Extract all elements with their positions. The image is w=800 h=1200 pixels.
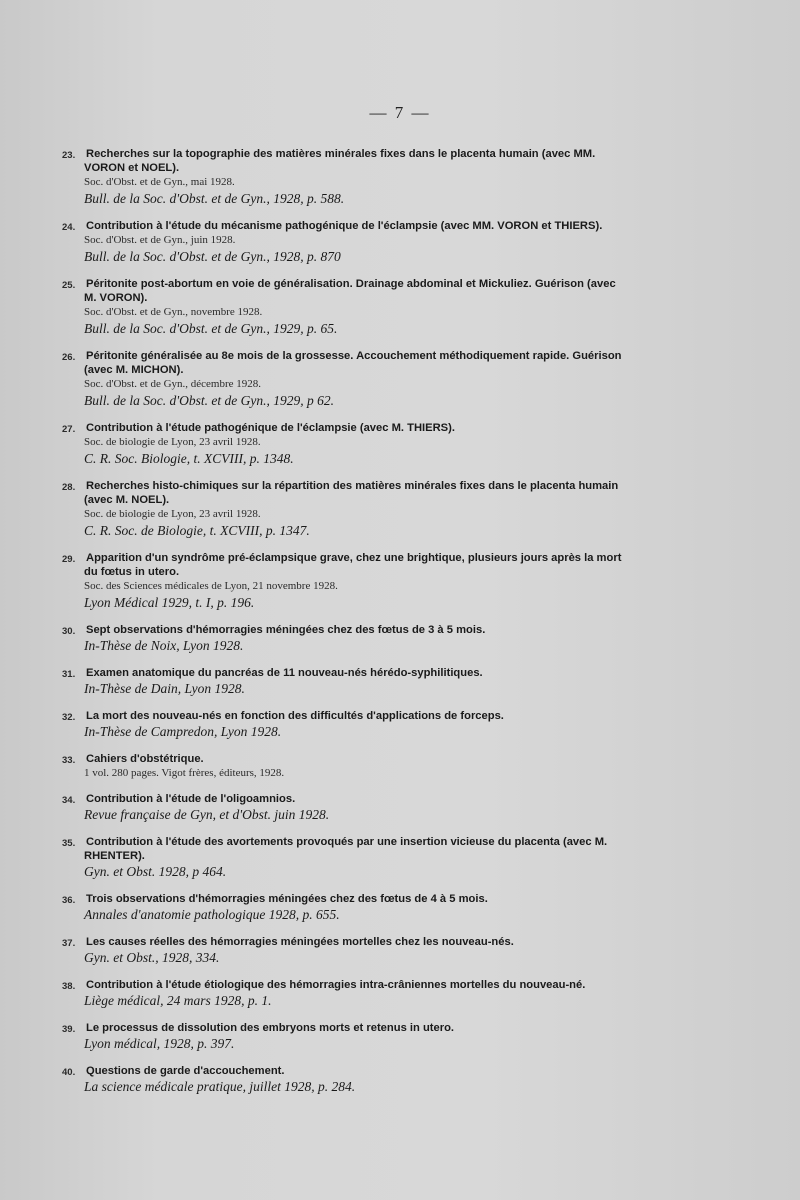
entry-reference: Bull. de la Soc. d'Obst. et de Gyn., 1928, p. 870 <box>84 249 341 264</box>
entry-number: 26. <box>62 352 76 363</box>
entry-number: 37. <box>62 938 76 949</box>
entry-number: 36. <box>62 895 76 906</box>
entry-title: Recherches sur la topographie des matières minérales fixes dans le placenta humain (avec MM. <box>86 148 596 160</box>
entry-title-continuation: M. VORON). <box>84 292 148 304</box>
page-number: — 7 — <box>369 103 431 122</box>
entry-reference: Lyon Médical 1929, t. I, p. 196. <box>84 595 255 610</box>
entry-reference: Annales d'anatomie pathologique 1928, p. 655. <box>84 907 340 922</box>
entry-number: 27. <box>62 424 76 435</box>
entry-number: 34. <box>62 795 76 806</box>
entry-reference: Liège médical, 24 mars 1928, p. 1. <box>84 993 272 1008</box>
bibliography-entry <box>62 623 772 655</box>
bibliography-entry <box>62 219 772 266</box>
entry-venue: Soc. d'Obst. et de Gyn., mai 1928. <box>84 176 235 188</box>
entry-venue: Soc. de biologie de Lyon, 23 avril 1928. <box>84 508 261 520</box>
bibliography-entry <box>62 147 772 208</box>
bibliography-entry <box>62 752 772 781</box>
entry-venue: Soc. des Sciences médicales de Lyon, 21 novembre 1928. <box>84 580 338 592</box>
bibliography-entry <box>62 792 772 824</box>
entry-reference: Bull. de la Soc. d'Obst. et de Gyn., 1929, p. 65. <box>84 321 338 336</box>
entry-reference: C. R. Soc. Biologie, t. XCVIII, p. 1348. <box>84 451 294 466</box>
entry-number: 38. <box>62 981 76 992</box>
bibliography-entry <box>62 935 772 967</box>
entry-title-continuation: du fœtus in utero. <box>84 566 180 578</box>
bibliography-entry <box>62 835 772 881</box>
entry-reference: C. R. Soc. de Biologie, t. XCVIII, p. 1347. <box>84 523 310 538</box>
bibliography-entry <box>62 666 772 698</box>
entry-reference: In-Thèse de Dain, Lyon 1928. <box>84 681 245 696</box>
entry-reference: La science médicale pratique, juillet 1928, p. 284. <box>84 1079 356 1094</box>
entry-title: Apparition d'un syndrôme pré-éclampsique grave, chez une brightique, plusieurs jours après la mort <box>86 552 622 564</box>
entry-title-continuation: VORON et NOEL). <box>84 162 180 174</box>
entry-title-continuation: RHENTER). <box>84 850 145 862</box>
bibliography-entry <box>62 978 772 1010</box>
entry-venue: 1 vol. 280 pages. Vigot frères, éditeurs, 1928. <box>84 767 285 779</box>
entry-number: 23. <box>62 150 76 161</box>
entry-number: 33. <box>62 755 76 766</box>
entry-number: 28. <box>62 482 76 493</box>
entry-number: 29. <box>62 554 76 565</box>
entry-number: 30. <box>62 626 76 637</box>
entry-reference: Gyn. et Obst., 1928, 334. <box>84 950 220 965</box>
bibliography-entry <box>62 349 772 410</box>
entry-venue: Soc. d'Obst. et de Gyn., novembre 1928. <box>84 306 263 318</box>
bibliography-entry <box>62 709 772 741</box>
entry-reference: Bull. de la Soc. d'Obst. et de Gyn., 1928, p. 588. <box>84 191 345 206</box>
bibliography-list <box>62 147 772 1107</box>
bibliography-entry <box>62 1064 772 1096</box>
entry-title: Trois observations d'hémorragies méningées chez des fœtus de 4 à 5 mois. <box>86 893 488 905</box>
entry-title: Contribution à l'étude des avortements provoqués par une insertion vicieuse du placenta (avec M. <box>86 836 608 848</box>
entry-number: 40. <box>62 1067 76 1078</box>
entry-number: 31. <box>62 669 76 680</box>
entry-title-continuation: (avec M. NOEL). <box>84 494 170 506</box>
entry-reference: Revue française de Gyn, et d'Obst. juin 1928. <box>84 807 330 822</box>
entry-title: Contribution à l'étude de l'oligoamnios. <box>86 793 296 805</box>
bibliography-entry <box>62 892 772 924</box>
bibliography-entry <box>62 479 772 540</box>
entry-title: Sept observations d'hémorragies méningées chez des fœtus de 3 à 5 mois. <box>86 624 486 636</box>
entry-number: 25. <box>62 280 76 291</box>
bibliography-entry <box>62 1021 772 1053</box>
entry-reference: Bull. de la Soc. d'Obst. et de Gyn., 1929, p 62. <box>84 393 334 408</box>
entry-venue: Soc. de biologie de Lyon, 23 avril 1928. <box>84 436 261 448</box>
bibliography-entry <box>62 277 772 338</box>
entry-title: Contribution à l'étude pathogénique de l'éclampsie (avec M. THIERS). <box>86 422 455 434</box>
entry-title: Contribution à l'étude étiologique des hémorragies intra-crâniennes mortelles du nouveau-né. <box>86 979 586 991</box>
entry-number: 24. <box>62 222 76 233</box>
entry-number: 32. <box>62 712 76 723</box>
entry-title: La mort des nouveau-nés en fonction des difficultés d'applications de forceps. <box>86 710 504 722</box>
entry-title: Péritonite généralisée au 8e mois de la grossesse. Accouchement méthodiquement rapide. Guérison <box>86 350 622 362</box>
entry-title: Contribution à l'étude du mécanisme pathogénique de l'éclampsie (avec MM. VORON et THIERS). <box>86 220 603 232</box>
entry-venue: Soc. d'Obst. et de Gyn., juin 1928. <box>84 234 236 246</box>
entry-title: Le processus de dissolution des embryons morts et retenus in utero. <box>86 1022 455 1034</box>
bibliography-entry <box>62 551 772 612</box>
entry-number: 39. <box>62 1024 76 1035</box>
entry-title: Les causes réelles des hémorragies méningées mortelles chez les nouveau-nés. <box>86 936 514 948</box>
entry-reference: In-Thèse de Campredon, Lyon 1928. <box>84 724 282 739</box>
entry-title: Questions de garde d'accouchement. <box>86 1065 285 1077</box>
entry-number: 35. <box>62 838 76 849</box>
entry-title: Examen anatomique du pancréas de 11 nouveau-nés hérédo-syphilitiques. <box>86 667 483 679</box>
bibliography-entry <box>62 421 772 468</box>
entry-title: Cahiers d'obstétrique. <box>86 753 204 765</box>
entry-title: Recherches histo-chimiques sur la répartition des matières minérales fixes dans le placenta humain <box>86 480 619 492</box>
entry-title: Péritonite post-abortum en voie de généralisation. Drainage abdominal et Mickuliez. Guérison (avec <box>86 278 616 290</box>
entry-venue: Soc. d'Obst. et de Gyn., décembre 1928. <box>84 378 262 390</box>
entry-reference: Gyn. et Obst. 1928, p 464. <box>84 864 227 879</box>
entry-reference: In-Thèse de Noix, Lyon 1928. <box>84 638 244 653</box>
entry-title-continuation: (avec M. MICHON). <box>84 364 184 376</box>
entry-reference: Lyon médical, 1928, p. 397. <box>84 1036 235 1051</box>
